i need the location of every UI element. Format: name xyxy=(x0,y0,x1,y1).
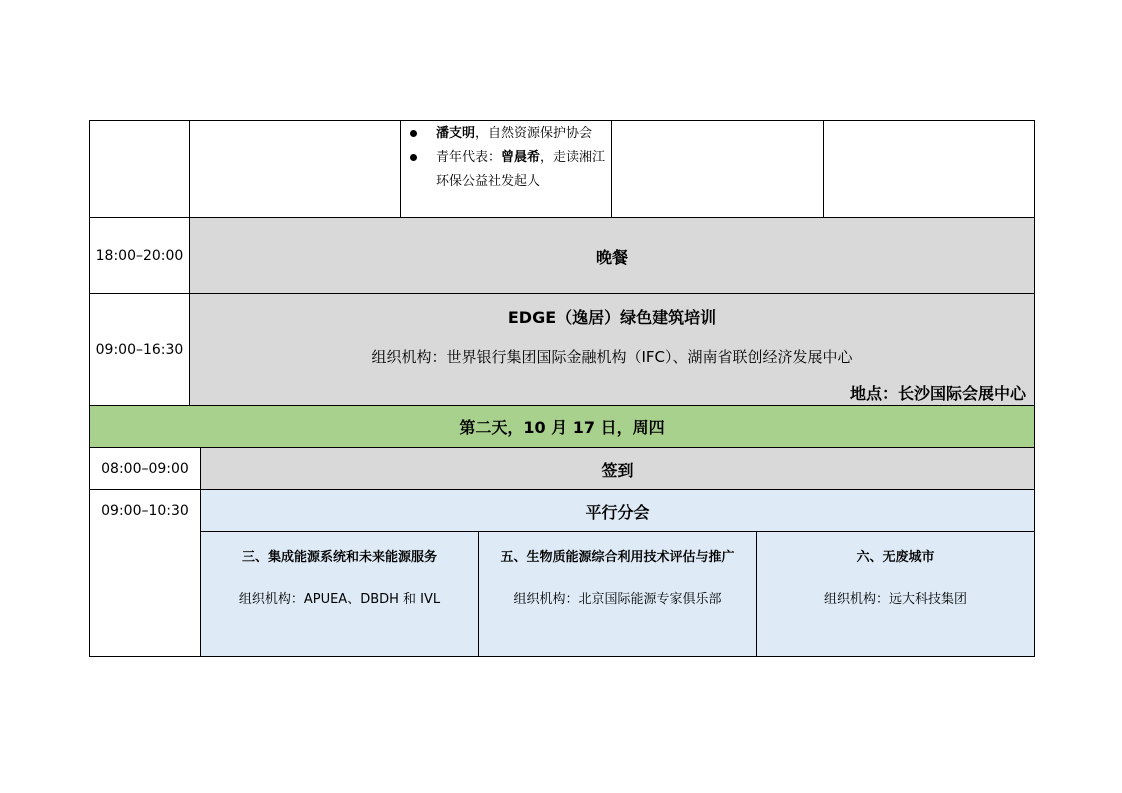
speaker-name: 曾晨希 xyxy=(501,150,541,165)
edge-time: 09:00–16:30 xyxy=(90,293,189,405)
continuation-empty-cell xyxy=(189,121,400,218)
parallel-session-cell xyxy=(200,531,478,656)
checkin-time: 08:00–09:00 xyxy=(90,447,200,490)
session-title: 三、集成能源系统和未来能源服务 xyxy=(241,550,437,565)
edge-title: EDGE（逸居）绿色建筑培训 xyxy=(507,308,717,327)
edge-organizer: 组织机构：世界银行集团国际金融机构（IFC）、湖南省联创经济发展中心 xyxy=(371,348,853,366)
session-title: 五、生物质能源综合利用技术评估与推广 xyxy=(500,550,735,565)
parallel-time: 09:00–10:30 xyxy=(90,489,200,656)
continuation-time-cell xyxy=(90,121,189,218)
day2-header: 第二天，10 月 17 日，周四 xyxy=(90,406,1034,447)
speaker-affiliation: ，走读湘江环保公益社发起人 xyxy=(436,150,606,189)
session-organizer: 组织机构：远大科技集团 xyxy=(823,592,967,607)
speaker-item xyxy=(401,146,611,194)
checkin-title: 签到 xyxy=(200,447,1034,490)
session-organizer: 组织机构：APUEA、DBDH 和 IVL xyxy=(238,592,441,607)
continuation-empty-cell xyxy=(611,121,823,218)
edge-session-cell xyxy=(189,293,1034,405)
parallel-session-cell xyxy=(478,531,756,656)
dinner-title: 晚餐 xyxy=(189,217,1034,294)
speaker-item xyxy=(401,122,611,146)
edge-location: 地点：长沙国际会展中心 xyxy=(849,384,1026,403)
speaker-list xyxy=(401,122,611,194)
continuation-empty-cell xyxy=(823,121,1034,218)
session-organizer: 组织机构：北京国际能源专家俱乐部 xyxy=(513,592,722,607)
speaker-prefix: 青年代表： xyxy=(436,150,502,165)
session-title: 六、无废城市 xyxy=(856,550,935,565)
continuation-speakers-cell xyxy=(400,121,611,218)
speaker-affiliation: ，自然资源保护协会 xyxy=(475,126,593,141)
speaker-name: 潘支明 xyxy=(436,126,476,141)
schedule-table-top xyxy=(89,120,1035,406)
dinner-time: 18:00–20:00 xyxy=(90,217,189,294)
schedule-table-day2 xyxy=(89,405,1035,657)
parallel-session-cell xyxy=(756,531,1034,656)
parallel-title: 平行分会 xyxy=(200,489,1034,532)
